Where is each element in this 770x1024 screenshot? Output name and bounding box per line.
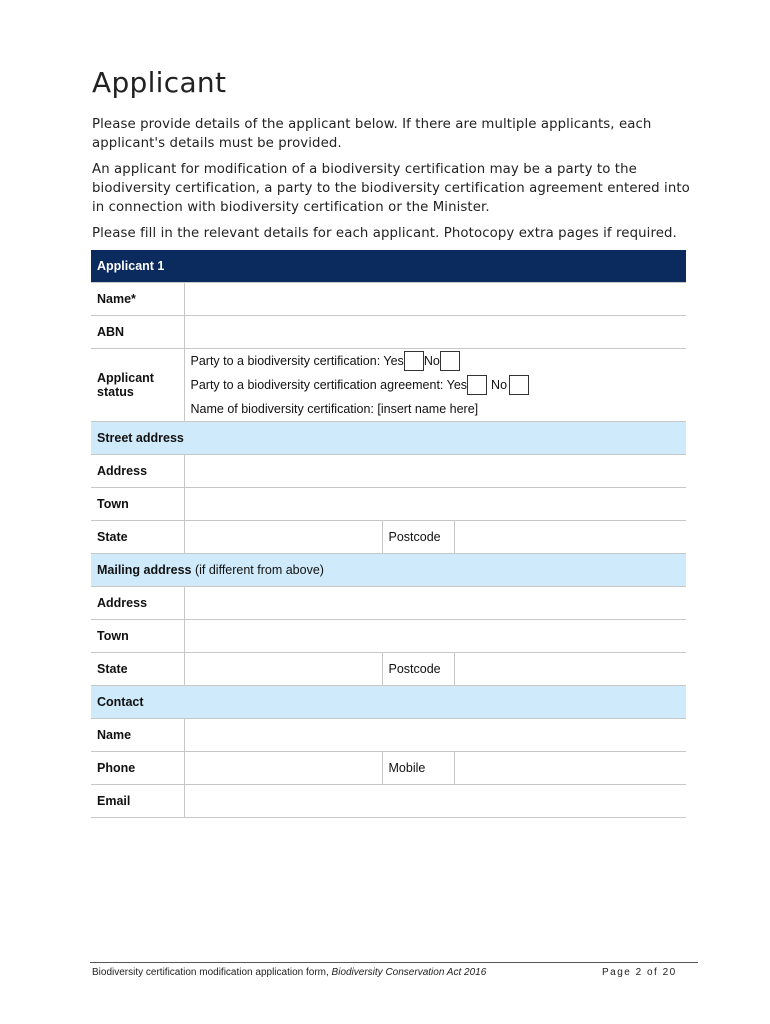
applicant-status-row	[91, 349, 686, 422]
footer-divider	[90, 962, 698, 963]
cert-no-checkbox[interactable]	[440, 351, 460, 371]
mailing-address-title: Mailing address	[97, 563, 192, 577]
contact-header-row	[91, 686, 686, 719]
email-label: Email	[91, 785, 184, 818]
mailing-state-label: State	[91, 653, 184, 686]
contact-name-field[interactable]	[184, 719, 686, 752]
street-state-field[interactable]	[184, 521, 382, 554]
mailing-town-field[interactable]	[184, 620, 686, 653]
street-town-row	[91, 488, 686, 521]
contact-header: Contact	[91, 686, 686, 719]
mailing-state-row	[91, 653, 686, 686]
agreement-no-label: No	[491, 378, 508, 392]
abn-field[interactable]	[184, 316, 686, 349]
applicant-form-table	[91, 250, 686, 818]
name-label: Name*	[91, 283, 184, 316]
intro-paragraph: Please provide details of the applicant below. If there are multiple applicants, each applicant's details must be provided.	[92, 117, 652, 151]
applicant-header-row	[91, 250, 686, 283]
abn-label: ABN	[91, 316, 184, 349]
mailing-address-row	[91, 587, 686, 620]
agreement-no-checkbox[interactable]	[509, 375, 529, 395]
street-address-header-row	[91, 422, 686, 455]
abn-row	[91, 316, 686, 349]
email-field[interactable]	[184, 785, 686, 818]
name-field[interactable]	[184, 283, 686, 316]
mailing-address-header-row	[91, 554, 686, 587]
intro-paragraph: Please fill in the relevant details for each applicant. Photocopy extra pages if required.	[92, 226, 677, 241]
mailing-address-header	[91, 554, 686, 587]
street-town-field[interactable]	[184, 488, 686, 521]
applicant-status-label: Applicant status	[91, 349, 184, 422]
street-postcode-label: Postcode	[382, 521, 454, 554]
street-state-row	[91, 521, 686, 554]
footer-title-text: Biodiversity certification modification application form,	[92, 967, 332, 978]
mobile-field[interactable]	[454, 752, 686, 785]
phone-label: Phone	[91, 752, 184, 785]
intro-paragraph: An applicant for modification of a biodiversity certification may be a party to the biodiversity certification, a party to the biodiversity certification agreement entered into in connection with biodiversity certification or the Minister.	[92, 162, 690, 215]
street-address-header: Street address	[91, 422, 686, 455]
applicant-header: Applicant 1	[91, 250, 686, 283]
contact-name-label: Name	[91, 719, 184, 752]
phone-field[interactable]	[184, 752, 382, 785]
mailing-state-field[interactable]	[184, 653, 382, 686]
street-postcode-field[interactable]	[454, 521, 686, 554]
footer-act-name: Biodiversity Conservation Act 2016	[331, 967, 487, 978]
agreement-yes-checkbox[interactable]	[467, 375, 487, 395]
footer-document-title	[92, 967, 486, 978]
footer-page-number: Page 2 of 20	[602, 967, 677, 978]
mailing-address-field[interactable]	[184, 587, 686, 620]
applicant-status-options	[184, 349, 686, 422]
email-row	[91, 785, 686, 818]
contact-name-row	[91, 719, 686, 752]
mailing-town-row	[91, 620, 686, 653]
page-title: Applicant	[92, 66, 227, 99]
mailing-postcode-field[interactable]	[454, 653, 686, 686]
status-name-text[interactable]: Name of biodiversity certification: [insert name here]	[190, 402, 479, 416]
mobile-label: Mobile	[382, 752, 454, 785]
cert-no-label: No	[423, 354, 440, 368]
name-row	[91, 283, 686, 316]
street-state-label: State	[91, 521, 184, 554]
status-cert-label: Party to a biodiversity certification: Yes	[190, 354, 404, 368]
mailing-address-label: Address	[91, 587, 184, 620]
street-address-label: Address	[91, 455, 184, 488]
street-address-row	[91, 455, 686, 488]
phone-row	[91, 752, 686, 785]
mailing-town-label: Town	[91, 620, 184, 653]
status-agreement-label: Party to a biodiversity certification agreement: Yes	[190, 378, 468, 392]
street-address-field[interactable]	[184, 455, 686, 488]
mailing-address-note: (if different from above)	[191, 563, 324, 577]
street-town-label: Town	[91, 488, 184, 521]
mailing-postcode-label: Postcode	[382, 653, 454, 686]
cert-yes-checkbox[interactable]	[404, 351, 424, 371]
